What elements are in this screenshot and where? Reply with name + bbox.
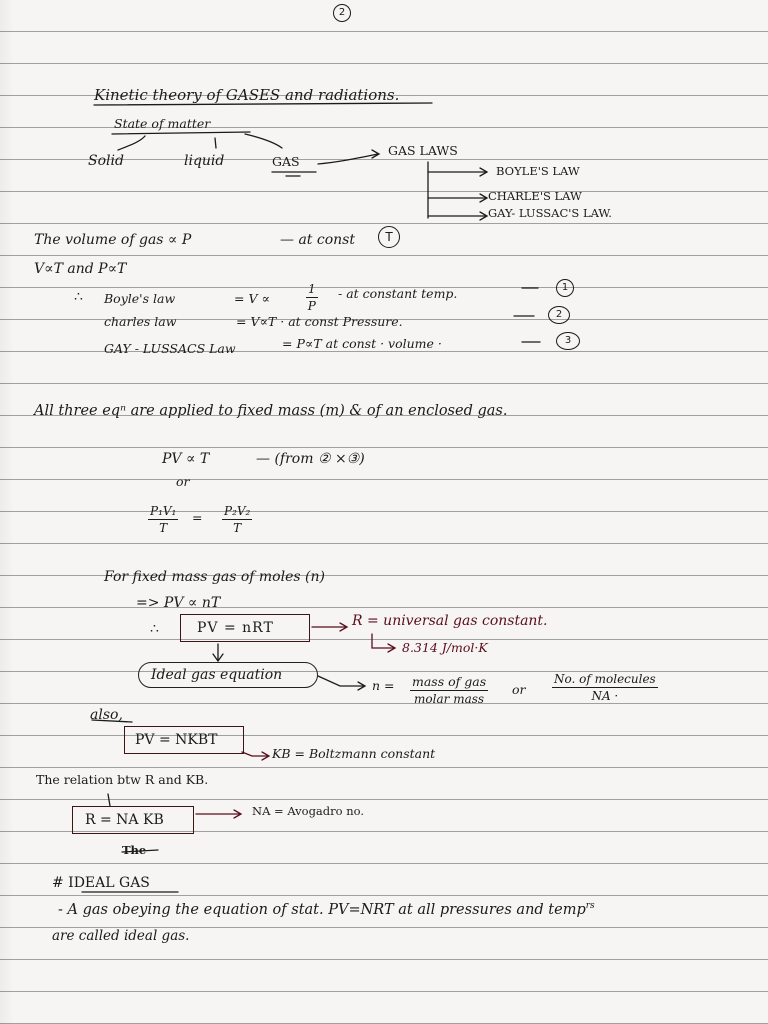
charles-law-label: CHARLE'S LAW xyxy=(488,189,582,203)
proportional-relations: V∝T and P∝T xyxy=(34,261,127,277)
ideal-gas-heading: # IDEAL GAS xyxy=(52,875,150,891)
r-value: 8.314 J/mol·K xyxy=(402,640,488,655)
avogadro-na: NA · xyxy=(591,689,619,703)
boyle-frac-den: P xyxy=(307,299,316,313)
eq-number-2: 2 xyxy=(548,306,570,324)
pv-t-relation: PV ∝ T xyxy=(162,451,210,467)
gay-lussac-label: GAY - LUSSACS Law xyxy=(104,341,236,356)
na-definition: NA = Avogadro no. xyxy=(252,804,365,818)
mass-of-gas: mass of gas xyxy=(412,674,487,689)
molar-mass: molar mass xyxy=(414,692,485,706)
boyle-frac-num: 1 xyxy=(308,282,316,296)
or-label: or xyxy=(176,474,190,489)
const-t-circle: T xyxy=(378,226,400,248)
eq-number-1: 1 xyxy=(556,279,574,297)
therefore-symbol: ∴ xyxy=(74,289,83,305)
n-molecules-fraction xyxy=(552,672,658,703)
n-mass-fraction xyxy=(410,674,488,706)
ideal-gas-eq-label: Ideal gas equation xyxy=(151,667,283,683)
ideal-gas-eq-oval xyxy=(138,662,318,688)
volume-relation-suffix: — at const xyxy=(280,232,355,248)
n-equals: n = xyxy=(372,678,395,693)
gay-lussac-eq: = P∝T at const · volume · xyxy=(282,336,442,351)
r-kb-relation: The relation btw R and KB. xyxy=(36,772,209,787)
page-title: Kinetic theory of GASES and radiations. xyxy=(94,86,400,104)
boyle-law-eq: = V ∝ xyxy=(234,291,270,306)
no-of-molecules: No. of molecules xyxy=(554,672,656,686)
or-label-2: or xyxy=(512,682,526,697)
gay-lussac-law-label: GAY- LUSSAC'S LAW. xyxy=(488,206,612,220)
pv-nkbt-eq: PV = NKBT xyxy=(135,732,218,748)
charles-law-eq: = V∝T · at const Pressure. xyxy=(236,314,403,329)
ideal-gas-definition-line1 xyxy=(58,902,595,917)
rhs-den: T xyxy=(233,521,242,535)
rhs-num: P₂V₂ xyxy=(224,504,251,518)
boyle-fraction xyxy=(306,282,318,313)
pv-nkbt-box xyxy=(124,726,244,754)
also-label: also, xyxy=(90,707,123,723)
implies-pv-nt: => PV ∝ nT xyxy=(136,595,221,611)
pv-nrt-eq: PV = nRT xyxy=(197,620,274,636)
liquid-label: liquid xyxy=(184,153,225,169)
lhs-den: T xyxy=(159,521,168,535)
rhs-fraction xyxy=(222,504,252,535)
struck-word: The xyxy=(122,843,147,857)
eq-number-3: 3 xyxy=(556,332,580,350)
gas-laws-label: GAS LAWS xyxy=(388,143,458,158)
pv-nrt-box xyxy=(180,614,310,642)
solid-label: Solid xyxy=(88,153,124,169)
combined-statement: All three eqⁿ are applied to fixed mass (m) & of an enclosed gas. xyxy=(34,403,508,419)
volume-relation: The volume of gas ∝ P xyxy=(34,232,192,248)
therefore-symbol-2: ∴ xyxy=(150,621,159,637)
kb-definition: KB = Boltzmann constant xyxy=(272,746,436,761)
boyle-law-cond: - at constant temp. xyxy=(338,286,458,301)
ideal-gas-def-sup: rs xyxy=(585,901,595,911)
r-nakb-box xyxy=(72,806,194,834)
equals-sign: = xyxy=(192,510,203,525)
lhs-fraction xyxy=(148,504,178,535)
lhs-num: P₁V₁ xyxy=(150,504,177,518)
boyle-law-label: Boyle's law xyxy=(104,291,176,306)
page-number: 2 xyxy=(333,4,351,22)
ideal-gas-def-text: - A gas obeying the equation of stat. PV=NRT at all pressures and temp xyxy=(58,901,586,918)
state-of-matter-heading: State of matter xyxy=(114,116,211,131)
moles-heading: For fixed mass gas of moles (n) xyxy=(104,569,325,585)
from-eqs: — (from ② ×③) xyxy=(256,451,365,467)
ideal-gas-definition-line2: are called ideal gas. xyxy=(52,928,190,944)
gas-label: GAS xyxy=(272,154,300,169)
boyles-law-label: BOYLE'S LAW xyxy=(496,164,580,178)
r-definition: R = universal gas constant. xyxy=(352,613,548,629)
r-nakb-eq: R = NA KB xyxy=(85,812,164,828)
charles-law-label: charles law xyxy=(104,314,177,329)
